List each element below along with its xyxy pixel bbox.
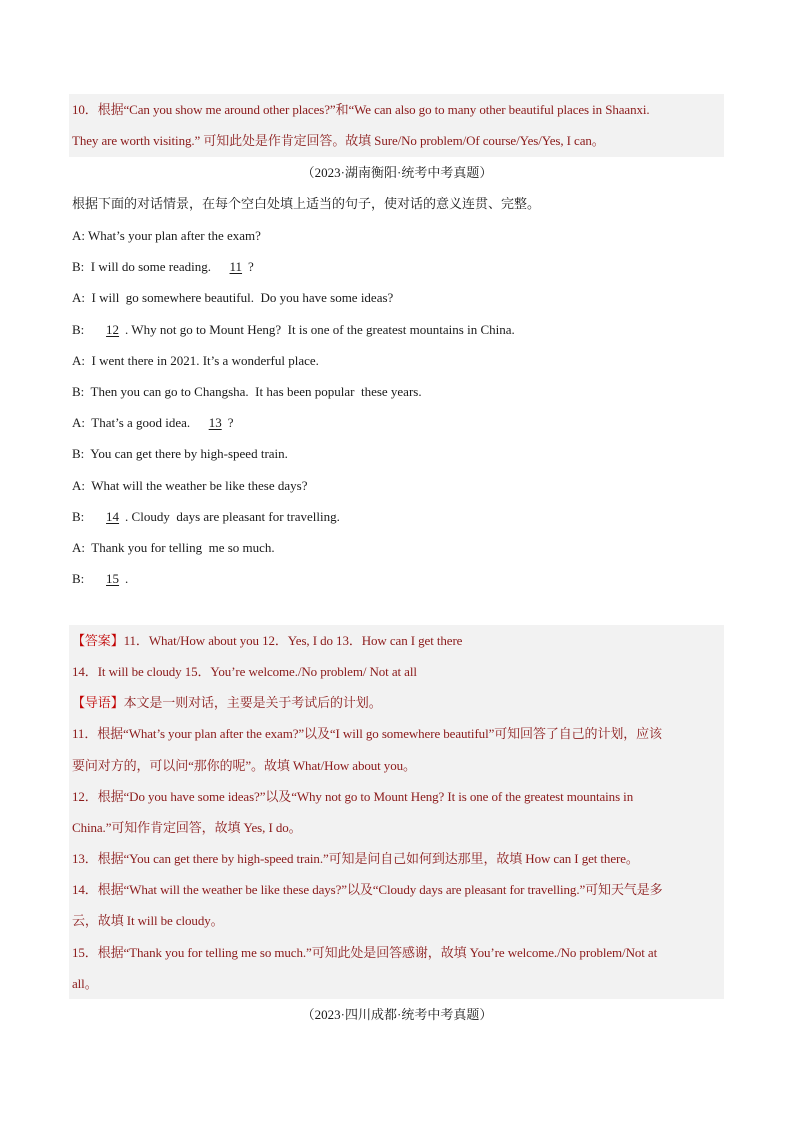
dialogue-text-after-blank: ? (248, 259, 254, 274)
dialogue-line (72, 384, 422, 400)
dialogue-line (72, 478, 308, 494)
source-label-hengyang: （2023·湖南衡阳·统考中考真题） (301, 165, 493, 180)
dialogue-line (72, 540, 275, 556)
dialogue-text-after-blank: . (125, 571, 129, 586)
dialogue-text: B: (72, 322, 95, 337)
answer-q10-line2: They are worth visiting.” 可知此处是作肯定回答。故填 Sure/No problem/Of course/Yes/Yes, I can。 (72, 133, 605, 148)
dialogue-text: B: You can get there by high-speed train. (72, 446, 288, 461)
blank-13: 13 (208, 415, 222, 430)
dialogue-text: A: Thank you for telling me so much. (72, 540, 275, 555)
explain-14-b: 云，故填 It will be cloudy。 (72, 913, 224, 928)
blank-12: 12 (106, 322, 120, 337)
source-label-chengdu: （2023·四川成都·统考中考真题） (301, 1007, 493, 1022)
blank-11: 11 (229, 259, 243, 274)
dialogue-line (72, 322, 515, 338)
dialogue-text: B: (72, 571, 95, 586)
dialogue-text: B: Then you can go to Changsha. It has been popular these years. (72, 384, 422, 399)
dialogue-text: A: I will go somewhere beautiful. Do you have some ideas? (72, 290, 394, 305)
answer-line-1: 【答案】11．What/How about you 12．Yes, I do 13．How can I get there (72, 633, 463, 648)
dialogue-line (72, 509, 340, 525)
explain-14-a: 14．根据“What will the weather be like these days?”以及“Cloudy days are pleasant for travelling.”可知天气是多 (72, 882, 663, 897)
answer-block (69, 625, 724, 999)
dialogue-line (72, 446, 288, 462)
dialogue-text-after-blank: . Why not go to Mount Heng? It is one of the greatest mountains in China. (125, 322, 515, 337)
dialogue-line (72, 259, 254, 275)
dialogue-text: A: That’s a good idea. (72, 415, 197, 430)
dialogue-line (72, 415, 233, 431)
guide-bracket: 【导语】 (72, 695, 124, 710)
dialogue-text: A: What will the weather be like these days? (72, 478, 308, 493)
dialogue-text: A: What’s your plan after the exam? (72, 228, 261, 243)
dialogue-text-after-blank: ? (227, 415, 234, 430)
dialogue-line (72, 571, 128, 587)
blank-14: 14 (106, 509, 120, 524)
dialogue-line (72, 290, 393, 306)
explain-11-a: 11．根据“What’s your plan after the exam?”以及“I will go somewhere beautiful”可知回答了自己的计划，应该 (72, 726, 662, 741)
dialogue-text: A: I went there in 2021. It’s a wonderful place. (72, 353, 319, 368)
dialogue-text: B: I will do some reading. (72, 259, 218, 274)
dialogue-text-after-blank: . Cloudy days are pleasant for travelling. (125, 509, 340, 524)
explain-12-b: China.”可知作肯定回答，故填 Yes, I do。 (72, 820, 302, 835)
guide-line: 【导语】本文是一则对话，主要是关于考试后的计划。 (72, 695, 382, 710)
answer-bracket: 【答案】 (72, 633, 124, 648)
explain-11-b: 要问对方的，可以问“那你的呢”。故填 What/How about you。 (72, 758, 416, 773)
instruction-text: 根据下面的对话情景，在每个空白处填上适当的句子，使对话的意义连贯、完整。 (72, 197, 541, 212)
explain-13: 13．根据“You can get there by high-speed train.”可知是问自己如何到达那里，故填 How can I get there。 (72, 851, 639, 866)
dialogue-line (72, 228, 261, 244)
answer-block-q10 (69, 94, 724, 157)
answer-line-2: 14．It will be cloudy 15．You’re welcome./No problem/ Not at all (72, 664, 417, 679)
dialogue-line (72, 353, 319, 369)
explain-15-b: all。 (72, 976, 98, 991)
blank-15: 15 (106, 571, 120, 586)
explain-15-a: 15．根据“Thank you for telling me so much.”可知此处是回答感谢，故填 You’re welcome./No problem/Not at (72, 945, 658, 960)
answer-q10-line1: 10．根据“Can you show me around other places?”和“We can also go to many other beautiful places in Shaanxi. (72, 102, 650, 117)
explain-12-a: 12．根据“Do you have some ideas?”以及“Why not go to Mount Heng? It is one of the greatest mountains in (72, 789, 634, 804)
dialogue-text: B: (72, 509, 95, 524)
